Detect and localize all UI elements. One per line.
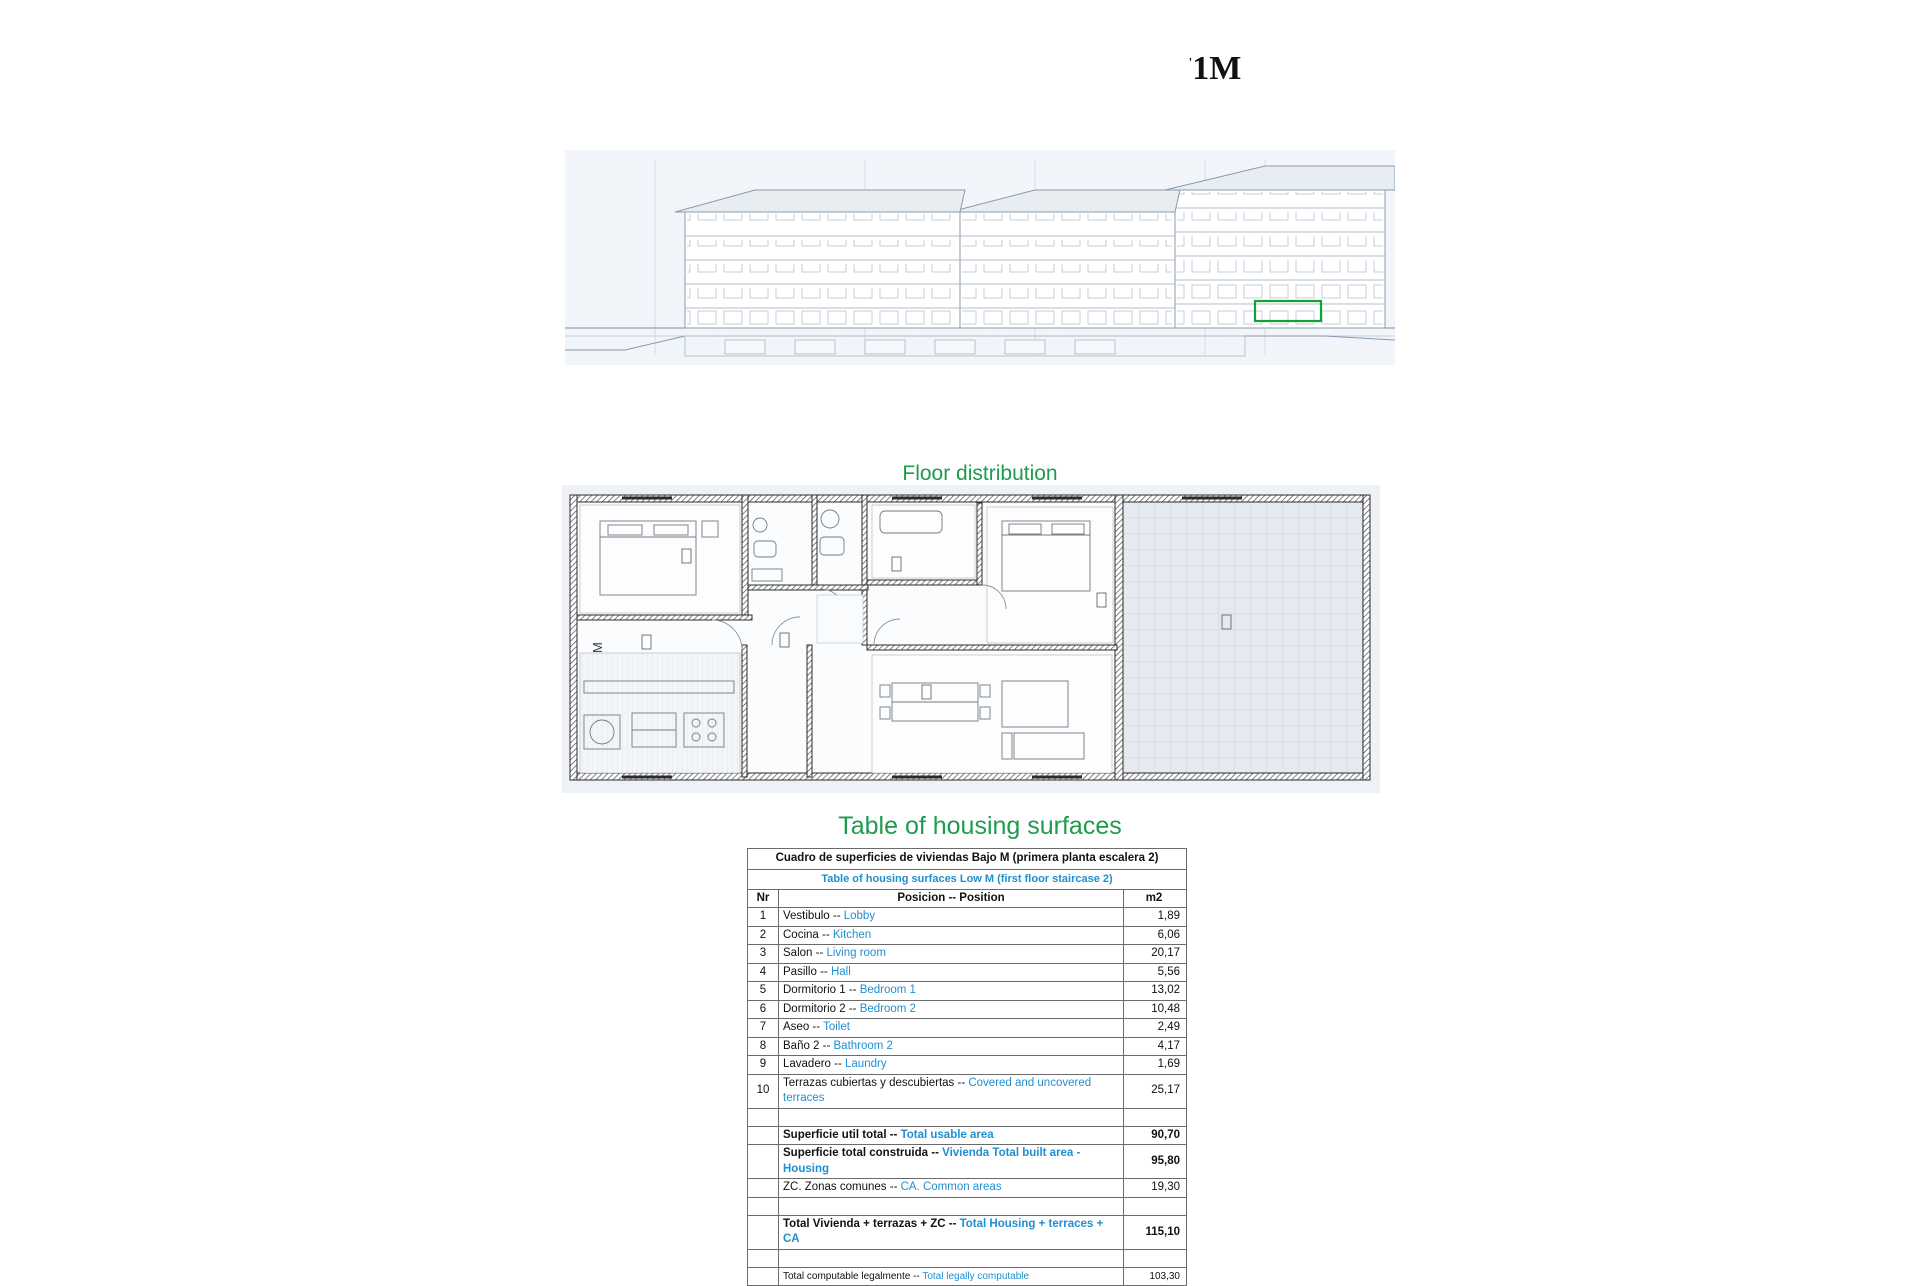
position-es: Dormitorio 2 -- [783, 1002, 860, 1015]
cell-position [779, 945, 1124, 964]
table-total-row [748, 1126, 1187, 1145]
cell-nr [748, 1126, 779, 1145]
cell-position [779, 908, 1124, 927]
position-en: Bathroom 2 [833, 1039, 893, 1052]
position-es: Salon -- [783, 947, 827, 960]
cell-m2: 25,17 [1124, 1074, 1187, 1108]
table-of-surfaces-caption: Table of housing surfaces [838, 812, 1122, 840]
table-row [748, 982, 1187, 1001]
cell-position [779, 1145, 1124, 1179]
terrace-area [1122, 497, 1368, 777]
cell-m2: 1,69 [1124, 1056, 1187, 1075]
position-en: Total usable area [900, 1128, 994, 1141]
position-es: Lavadero -- [783, 1058, 846, 1071]
table-row [748, 908, 1187, 927]
table-row [748, 963, 1187, 982]
cell-m2: 2,49 [1124, 1019, 1187, 1038]
cell-position [779, 1074, 1124, 1108]
cell-m2: 10,48 [1124, 1000, 1187, 1019]
position-es: Total Vivienda + terrazas + ZC -- [783, 1217, 960, 1230]
cell-position [779, 1037, 1124, 1056]
floor-plan-svg [562, 485, 1380, 793]
table-header-row [748, 889, 1187, 908]
floorplan-room-marker: M [590, 642, 605, 653]
cell-nr: 6 [748, 1000, 779, 1019]
table-row [748, 945, 1187, 964]
cell-nr: 3 [748, 945, 779, 964]
position-en: Laundry [845, 1058, 887, 1071]
floor-plan-drawing [562, 485, 1380, 793]
table-title-row-es [748, 849, 1187, 870]
building-elevation-drawing [565, 150, 1395, 365]
table-grand-total-row [748, 1215, 1187, 1249]
cell-m2: 4,17 [1124, 1037, 1187, 1056]
cell-position [779, 1267, 1124, 1285]
table-title-es: Cuadro de superficies de viviendas Bajo M (primera planta escalera 2) [748, 849, 1187, 870]
position-es: Cocina -- [783, 928, 833, 941]
position-en: Vivienda Total built area - Housing [783, 1147, 1081, 1175]
cell-m2: 13,02 [1124, 982, 1187, 1001]
position-es: Baño 2 -- [783, 1039, 834, 1052]
header-m2: m2 [1124, 889, 1187, 908]
table-spacer-row [748, 1249, 1187, 1267]
cell-nr: 2 [748, 926, 779, 945]
table-row [748, 1019, 1187, 1038]
surfaces-table [747, 848, 1187, 1286]
cell-position [779, 1215, 1124, 1249]
table-title-en: Table of housing surfaces Low M (first floor staircase 2) [748, 869, 1187, 889]
position-es: Aseo -- [783, 1021, 824, 1034]
cell-position [779, 1019, 1124, 1038]
table-spacer-row [748, 1108, 1187, 1126]
cell-position [779, 1000, 1124, 1019]
position-en: Total Housing + terraces + CA [783, 1217, 1104, 1246]
table-row [748, 926, 1187, 945]
cell-position [779, 926, 1124, 945]
cell-m2: 5,56 [1124, 963, 1187, 982]
position-en: CA. Common areas [900, 1181, 1002, 1194]
page-title [1155, 50, 1275, 88]
cell-m2: 95,80 [1124, 1145, 1187, 1179]
position-es: ZC. Zonas comunes -- [783, 1181, 901, 1194]
cell-nr [748, 1267, 779, 1285]
position-en: Toilet [823, 1021, 850, 1034]
position-en: Covered and uncovered terraces [783, 1076, 1092, 1105]
header-position: Posicion -- Position [779, 889, 1124, 908]
cell-position [779, 963, 1124, 982]
table-row [748, 1056, 1187, 1075]
position-en: Bedroom 2 [859, 1002, 916, 1015]
cell-m2: 103,30 [1124, 1267, 1187, 1285]
position-es: Total computable legalmente -- [783, 1270, 923, 1282]
cell-position [779, 1056, 1124, 1075]
cell-m2: 20,17 [1124, 945, 1187, 964]
header-nr: Nr [748, 889, 779, 908]
position-en: Kitchen [832, 928, 872, 941]
cell-nr [748, 1145, 779, 1179]
position-es: Terrazas cubiertas y descubiertas -- [783, 1076, 969, 1089]
table-row [748, 1037, 1187, 1056]
floor-distribution-caption: Floor distribution [902, 462, 1058, 485]
cell-m2: 115,10 [1124, 1215, 1187, 1249]
page-title-marker: ' [1188, 54, 1193, 70]
cell-m2: 19,30 [1124, 1179, 1187, 1198]
surfaces-table-wrapper [747, 848, 1187, 1286]
cell-m2: 6,06 [1124, 926, 1187, 945]
cell-nr: 4 [748, 963, 779, 982]
cell-nr: 7 [748, 1019, 779, 1038]
cell-position [779, 982, 1124, 1001]
cell-position [779, 1126, 1124, 1145]
position-es: Superficie util total -- [783, 1128, 901, 1141]
cell-m2: 1,89 [1124, 908, 1187, 927]
cell-m2: 90,70 [1124, 1126, 1187, 1145]
position-es: Dormitorio 1 -- [783, 984, 860, 997]
table-row [748, 1000, 1187, 1019]
position-es: Vestibulo -- [783, 910, 844, 923]
page-title-text: 1M [1192, 50, 1242, 87]
cell-nr [748, 1179, 779, 1198]
cell-nr: 1 [748, 908, 779, 927]
table-row [748, 1074, 1187, 1108]
table-total-row [748, 1145, 1187, 1179]
table-spacer-row [748, 1197, 1187, 1215]
position-en: Hall [830, 965, 851, 978]
position-en: Lobby [843, 910, 876, 923]
position-es: Superficie total construida -- [783, 1147, 943, 1160]
table-legal-total-row [748, 1267, 1187, 1285]
position-en: Bedroom 1 [859, 984, 916, 997]
position-es: Pasillo -- [783, 965, 831, 978]
cell-nr [748, 1215, 779, 1249]
position-en: Total legally computable [922, 1270, 1030, 1282]
cell-nr: 9 [748, 1056, 779, 1075]
cell-position [779, 1179, 1124, 1198]
table-title-row-en [748, 869, 1187, 889]
cell-nr: 10 [748, 1074, 779, 1108]
elevation-svg [565, 150, 1395, 365]
table-total-row [748, 1179, 1187, 1198]
position-en: Living room [826, 947, 886, 960]
cell-nr: 8 [748, 1037, 779, 1056]
cell-nr: 5 [748, 982, 779, 1001]
